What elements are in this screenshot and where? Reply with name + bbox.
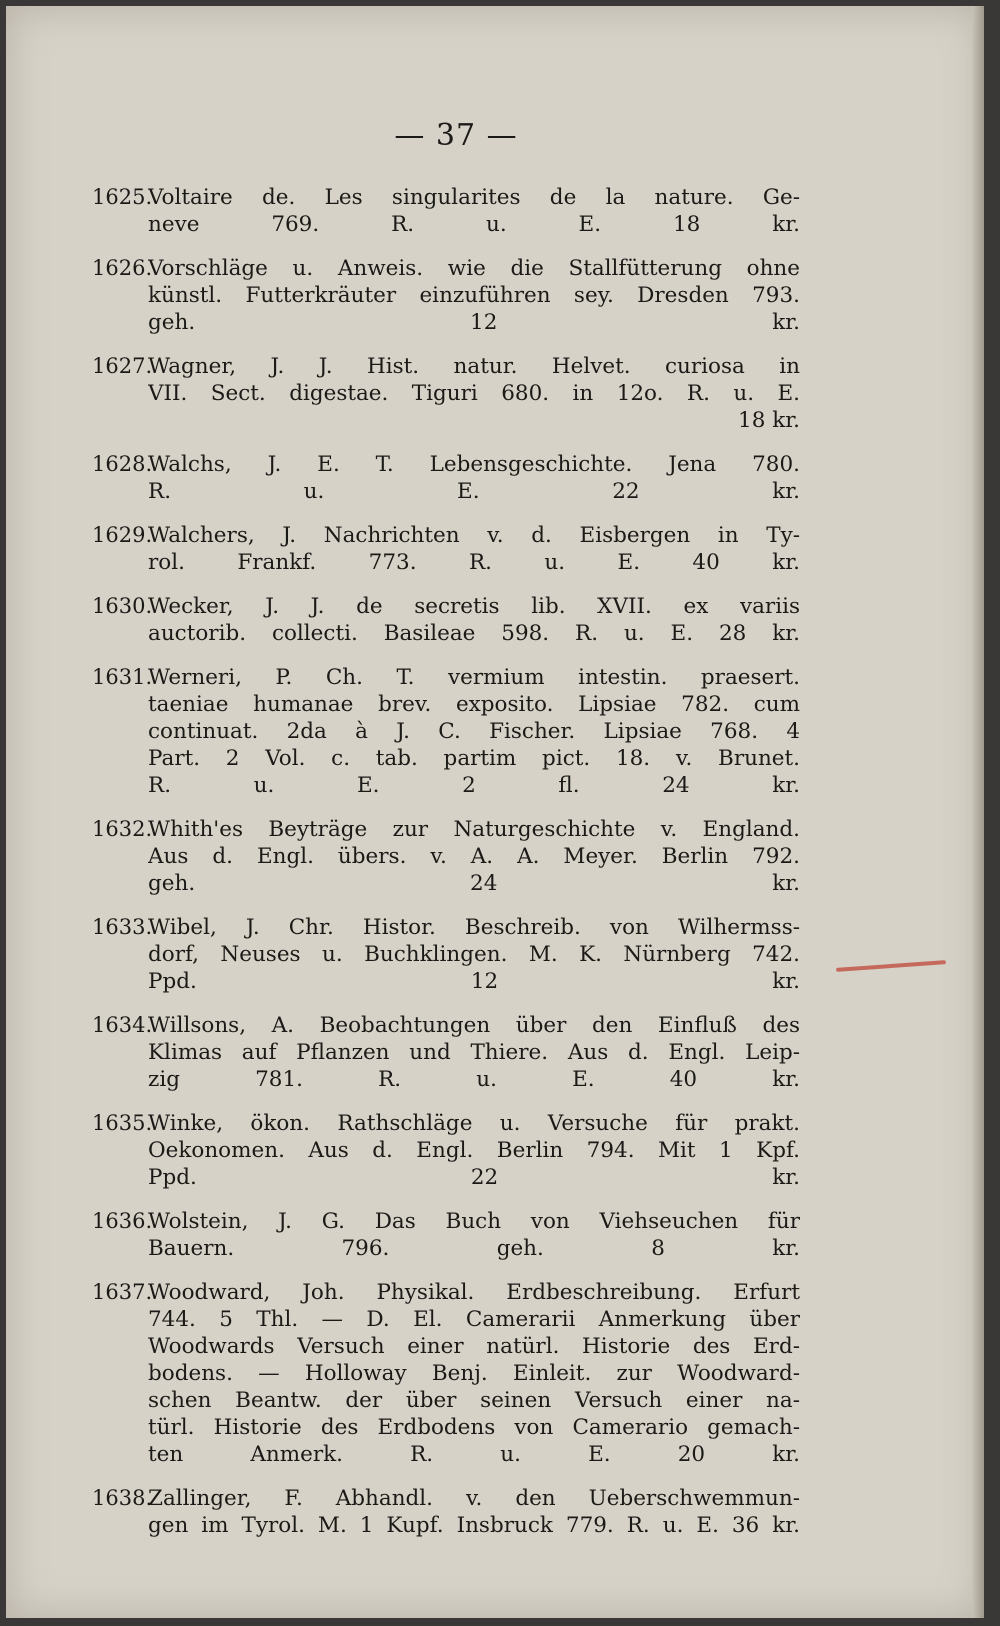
entry-line: Oekonomen. Aus d. Engl. Berlin 794. Mit 1 Kpf. — [148, 1138, 800, 1163]
entry-line: R. u. E. 22 kr. — [148, 479, 800, 504]
entry-line: Ppd. 22 kr. — [148, 1165, 800, 1190]
entry-number: 1633. — [92, 915, 153, 939]
page-number: — 37 — — [394, 118, 518, 153]
entry-line: Willsons, A. Beobachtungen über den Einfluß des — [148, 1013, 800, 1038]
entry-line: Voltaire de. Les singularites de la nature. Ge- — [148, 185, 800, 210]
entry-line: geh. 12 kr. — [148, 310, 800, 335]
catalog-entry — [92, 1012, 800, 1093]
entry-number: 1629. — [92, 523, 153, 547]
entry-line: Walchers, J. Nachrichten v. d. Eisbergen in Ty- — [148, 523, 800, 548]
entry-line: bodens. — Holloway Benj. Einleit. zur Woodward- — [148, 1361, 800, 1386]
entry-line: Aus d. Engl. übers. v. A. A. Meyer. Berlin 792. — [148, 844, 800, 869]
entry-number: 1638. — [92, 1486, 153, 1510]
catalog-entries — [92, 184, 800, 1556]
entry-number: 1626. — [92, 256, 153, 280]
entry-line: Klimas auf Pflanzen und Thiere. Aus d. Engl. Leip- — [148, 1040, 800, 1065]
entry-number: 1636. — [92, 1209, 153, 1233]
entry-line: Wecker, J. J. de secretis lib. XVII. ex variis — [148, 594, 800, 619]
entry-line: schen Beantw. der über seinen Versuch einer na- — [148, 1388, 800, 1413]
catalog-entry — [92, 664, 800, 799]
entry-line: Wolstein, J. G. Das Buch von Viehseuchen für — [148, 1209, 800, 1234]
entry-number: 1628. — [92, 452, 153, 476]
catalog-entry — [92, 914, 800, 995]
entry-line: Walchs, J. E. T. Lebensgeschichte. Jena 780. — [148, 452, 800, 477]
catalog-entry — [92, 353, 800, 434]
entry-line: taeniae humanae brev. exposito. Lipsiae 782. cum — [148, 692, 800, 717]
entry-line: Wagner, J. J. Hist. natur. Helvet. curiosa in — [148, 354, 800, 379]
entry-line: Woodwards Versuch einer natürl. Historie des Erd- — [148, 1334, 800, 1359]
catalog-entry — [92, 451, 800, 505]
entry-number: 1625. — [92, 185, 153, 209]
catalog-entry — [92, 1208, 800, 1262]
entry-line: VII. Sect. digestae. Tiguri 680. in 12o. R. u. E. — [148, 381, 800, 406]
entry-line: Part. 2 Vol. c. tab. partim pict. 18. v. Brunet. — [148, 746, 800, 771]
entry-line: 744. 5 Thl. — D. El. Camerarii Anmerkung über — [148, 1307, 800, 1332]
entry-number: 1637. — [92, 1280, 153, 1304]
entry-line: geh. 24 kr. — [148, 871, 800, 896]
entry-number: 1634. — [92, 1013, 153, 1037]
entry-number: 1631. — [92, 665, 153, 689]
catalog-entry — [92, 184, 800, 238]
red-pencil-mark — [836, 960, 946, 972]
entry-line: R. u. E. 2 fl. 24 kr. — [148, 773, 800, 798]
entry-line: Woodward, Joh. Physikal. Erdbeschreibung. Erfurt — [148, 1280, 800, 1305]
entry-number: 1627. — [92, 354, 153, 378]
book-page — [6, 6, 984, 1618]
entry-line: ten Anmerk. R. u. E. 20 kr. — [148, 1442, 800, 1467]
entry-line: dorf, Neuses u. Buchklingen. M. K. Nürnberg 742. — [148, 942, 800, 967]
catalog-entry — [92, 1485, 800, 1539]
entry-line: zig 781. R. u. E. 40 kr. — [148, 1067, 800, 1092]
catalog-entry — [92, 816, 800, 897]
entry-line: rol. Frankf. 773. R. u. E. 40 kr. — [148, 550, 800, 575]
entry-number: 1630. — [92, 594, 153, 618]
entry-line: türl. Historie des Erdbodens von Camerario gemach- — [148, 1415, 800, 1440]
entry-line: auctorib. collecti. Basileae 598. R. u. E. 28 kr. — [148, 621, 800, 646]
entry-line: Zallinger, F. Abhandl. v. den Ueberschwemmun- — [148, 1486, 800, 1511]
entry-line: Werneri, P. Ch. T. vermium intestin. praesert. — [148, 665, 800, 690]
page-edge — [972, 6, 984, 1618]
entry-line: Bauern. 796. geh. 8 kr. — [148, 1236, 800, 1261]
entry-line: 18 kr. — [738, 408, 800, 433]
entry-line: künstl. Futterkräuter einzuführen sey. Dresden 793. — [148, 283, 800, 308]
catalog-entry — [92, 1279, 800, 1468]
entry-line: Whith'es Beyträge zur Naturgeschichte v. England. — [148, 817, 800, 842]
entry-line: Vorschläge u. Anweis. wie die Stallfütterung ohne — [148, 256, 800, 281]
entry-line: gen im Tyrol. M. 1 Kupf. Insbruck 779. R. u. E. 36 kr. — [148, 1513, 800, 1538]
catalog-entry — [92, 1110, 800, 1191]
entry-number: 1635. — [92, 1111, 153, 1135]
catalog-entry — [92, 593, 800, 647]
entry-line: Wibel, J. Chr. Histor. Beschreib. von Wilhermss- — [148, 915, 800, 940]
entry-number: 1632. — [92, 817, 153, 841]
catalog-entry — [92, 255, 800, 336]
entry-line: neve 769. R. u. E. 18 kr. — [148, 212, 800, 237]
catalog-entry — [92, 522, 800, 576]
entry-line: Winke, ökon. Rathschläge u. Versuche für prakt. — [148, 1111, 800, 1136]
entry-line: continuat. 2da à J. C. Fischer. Lipsiae 768. 4 — [148, 719, 800, 744]
entry-line: Ppd. 12 kr. — [148, 969, 800, 994]
